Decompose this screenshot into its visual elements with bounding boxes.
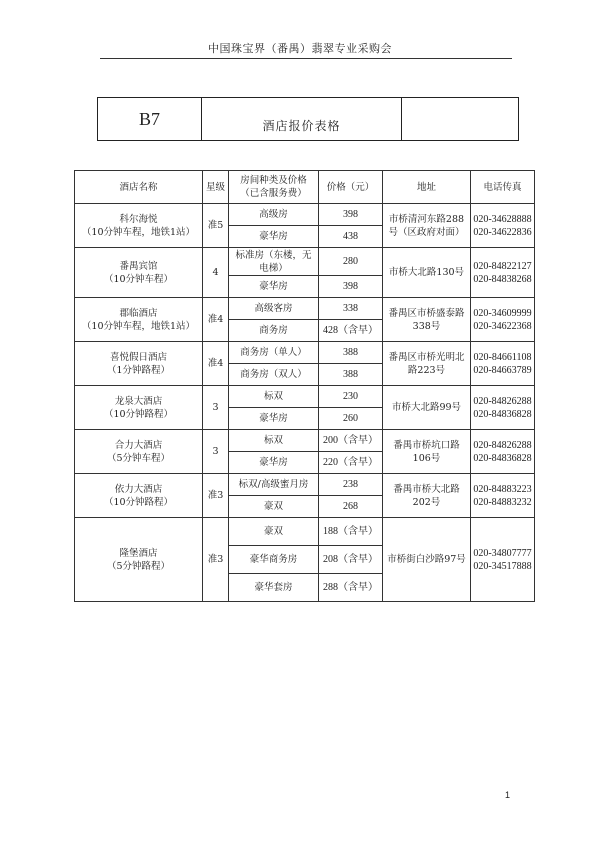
hotel-address: 市桥街白沙路97号 — [383, 518, 471, 602]
hotel-note: （5分钟车程） — [106, 452, 171, 464]
table-row — [75, 430, 535, 452]
hotel-fax: 020-84663789 — [473, 364, 532, 376]
hotel-address: 番禺区市桥盛泰路338号 — [383, 298, 471, 342]
hotel-address: 番禺区市桥光明北路223号 — [383, 342, 471, 386]
title-box — [97, 97, 519, 141]
room-price: 268 — [319, 496, 383, 518]
hotel-note: （10分钟车程，地铁1站） — [81, 226, 196, 238]
hotel-name: 喜悦假日酒店 — [109, 351, 167, 363]
hotel-phone-cell — [471, 430, 535, 474]
room-price: 338 — [319, 298, 383, 320]
hotel-star: 4 — [203, 248, 229, 298]
room-type: 高级房 — [229, 204, 319, 226]
room-price: 230 — [319, 386, 383, 408]
hotel-name: 合力大酒店 — [114, 439, 163, 451]
hotel-note: （10分钟车程，地铁1站） — [81, 320, 196, 332]
hotel-phone-cell — [471, 386, 535, 430]
hotel-phone-cell — [471, 248, 535, 298]
room-price: 188（含早） — [319, 518, 383, 546]
header-rule — [100, 58, 512, 59]
doc-title: 酒店报价表格 — [202, 98, 402, 140]
hotel-address: 市桥大北路130号 — [383, 248, 471, 298]
table-row — [75, 386, 535, 408]
room-price: 288（含早） — [319, 574, 383, 602]
hotel-star: 准3 — [203, 518, 229, 602]
hotel-name-cell — [75, 248, 203, 298]
room-type: 豪华商务房 — [229, 546, 319, 574]
header-name: 酒店名称 — [75, 171, 203, 204]
table-header-row — [75, 171, 535, 204]
room-type: 豪双 — [229, 518, 319, 546]
hotel-fax: 020-84836828 — [473, 408, 532, 420]
room-type: 豪双 — [229, 496, 319, 518]
room-type: 商务房（单人） — [229, 342, 319, 364]
hotel-star: 准3 — [203, 474, 229, 518]
hotel-name-cell — [75, 342, 203, 386]
hotel-phone-cell — [471, 518, 535, 602]
room-type: 豪华房 — [229, 408, 319, 430]
header-address: 地址 — [383, 171, 471, 204]
hotel-name: 郡临酒店 — [119, 307, 158, 319]
room-type: 标双 — [229, 386, 319, 408]
room-type: 商务房 — [229, 320, 319, 342]
hotel-fax: 020-34622368 — [473, 320, 532, 332]
room-price: 260 — [319, 408, 383, 430]
page-header-title: 中国珠宝界（番禺）翡翠专业采购会 — [208, 42, 392, 55]
hotel-phone: 020-84822127 — [473, 260, 532, 272]
hotel-phone: 020-84661108 — [473, 351, 532, 363]
hotel-phone-cell — [471, 298, 535, 342]
room-type: 标双/高级蜜月房 — [229, 474, 319, 496]
hotel-phone-cell — [471, 474, 535, 518]
hotel-price-table — [74, 170, 535, 602]
hotel-name-cell — [75, 430, 203, 474]
room-price: 200（含早） — [319, 430, 383, 452]
room-type: 豪华房 — [229, 276, 319, 298]
hotel-name: 番禺宾馆 — [119, 260, 158, 272]
hotel-name-cell — [75, 204, 203, 248]
room-price: 238 — [319, 474, 383, 496]
room-type: 豪华房 — [229, 226, 319, 248]
hotel-fax: 020-34622836 — [473, 226, 532, 238]
hotel-name-cell — [75, 474, 203, 518]
header-star: 星级 — [203, 171, 229, 204]
hotel-note: （10分钟路程） — [103, 496, 174, 508]
hotel-phone: 020-84826288 — [473, 395, 532, 407]
table-row — [75, 342, 535, 364]
hotel-star: 准4 — [203, 342, 229, 386]
room-price: 220（含早） — [319, 452, 383, 474]
hotel-star: 3 — [203, 430, 229, 474]
room-type: 商务房（双人） — [229, 364, 319, 386]
room-type: 标双 — [229, 430, 319, 452]
room-type: 标准房（东楼，无电梯） — [229, 248, 319, 276]
hotel-fax: 020-84838268 — [473, 273, 532, 285]
hotel-name: 龙泉大酒店 — [114, 395, 163, 407]
table-row — [75, 204, 535, 226]
hotel-address: 市桥大北路99号 — [383, 386, 471, 430]
hotel-fax: 020-84836828 — [473, 452, 532, 464]
hotel-phone: 020-34628888 — [473, 213, 532, 225]
hotel-phone: 020-34609999 — [473, 307, 532, 319]
hotel-note: （10分钟车程） — [103, 273, 174, 285]
room-price: 280 — [319, 248, 383, 276]
room-price: 208（含早） — [319, 546, 383, 574]
hotel-note: （10分钟路程） — [103, 408, 174, 420]
title-box-empty-cell — [402, 98, 518, 140]
room-price: 388 — [319, 342, 383, 364]
room-price: 438 — [319, 226, 383, 248]
header-room: 房间种类及价格（已含服务费） — [229, 171, 319, 204]
hotel-phone-cell — [471, 204, 535, 248]
hotel-phone: 020-34807777 — [473, 547, 532, 559]
hotel-note: （5分钟路程） — [106, 560, 171, 572]
table-row — [75, 298, 535, 320]
hotel-name-cell — [75, 298, 203, 342]
room-type: 豪华房 — [229, 452, 319, 474]
hotel-name: 依力大酒店 — [114, 483, 163, 495]
room-price: 428（含早） — [319, 320, 383, 342]
room-price: 398 — [319, 204, 383, 226]
header-phone: 电话传真 — [471, 171, 535, 204]
hotel-address: 番禺市桥大北路202号 — [383, 474, 471, 518]
table-row — [75, 518, 535, 546]
room-type: 高级客房 — [229, 298, 319, 320]
hotel-star: 3 — [203, 386, 229, 430]
hotel-address: 市桥清河东路288号（区政府对面） — [383, 204, 471, 248]
hotel-name: 科尔海悦 — [119, 213, 158, 225]
hotel-address: 番禺市桥坑口路106号 — [383, 430, 471, 474]
hotel-star: 准4 — [203, 298, 229, 342]
table-row — [75, 248, 535, 276]
hotel-star: 准5 — [203, 204, 229, 248]
room-price: 388 — [319, 364, 383, 386]
page-number: 1 — [505, 790, 511, 800]
hotel-phone: 020-84883223 — [473, 483, 532, 495]
hotel-name-cell — [75, 518, 203, 602]
table-row — [75, 474, 535, 496]
room-price: 398 — [319, 276, 383, 298]
room-type: 豪华套房 — [229, 574, 319, 602]
doc-code: B7 — [98, 98, 202, 140]
hotel-note: （1分钟路程） — [106, 364, 171, 376]
hotel-fax: 020-34517888 — [473, 560, 532, 572]
hotel-phone-cell — [471, 342, 535, 386]
header-price: 价格（元） — [319, 171, 383, 204]
hotel-name-cell — [75, 386, 203, 430]
hotel-fax: 020-84883232 — [473, 496, 532, 508]
hotel-phone: 020-84826288 — [473, 439, 532, 451]
hotel-name: 隆堡酒店 — [119, 547, 158, 559]
